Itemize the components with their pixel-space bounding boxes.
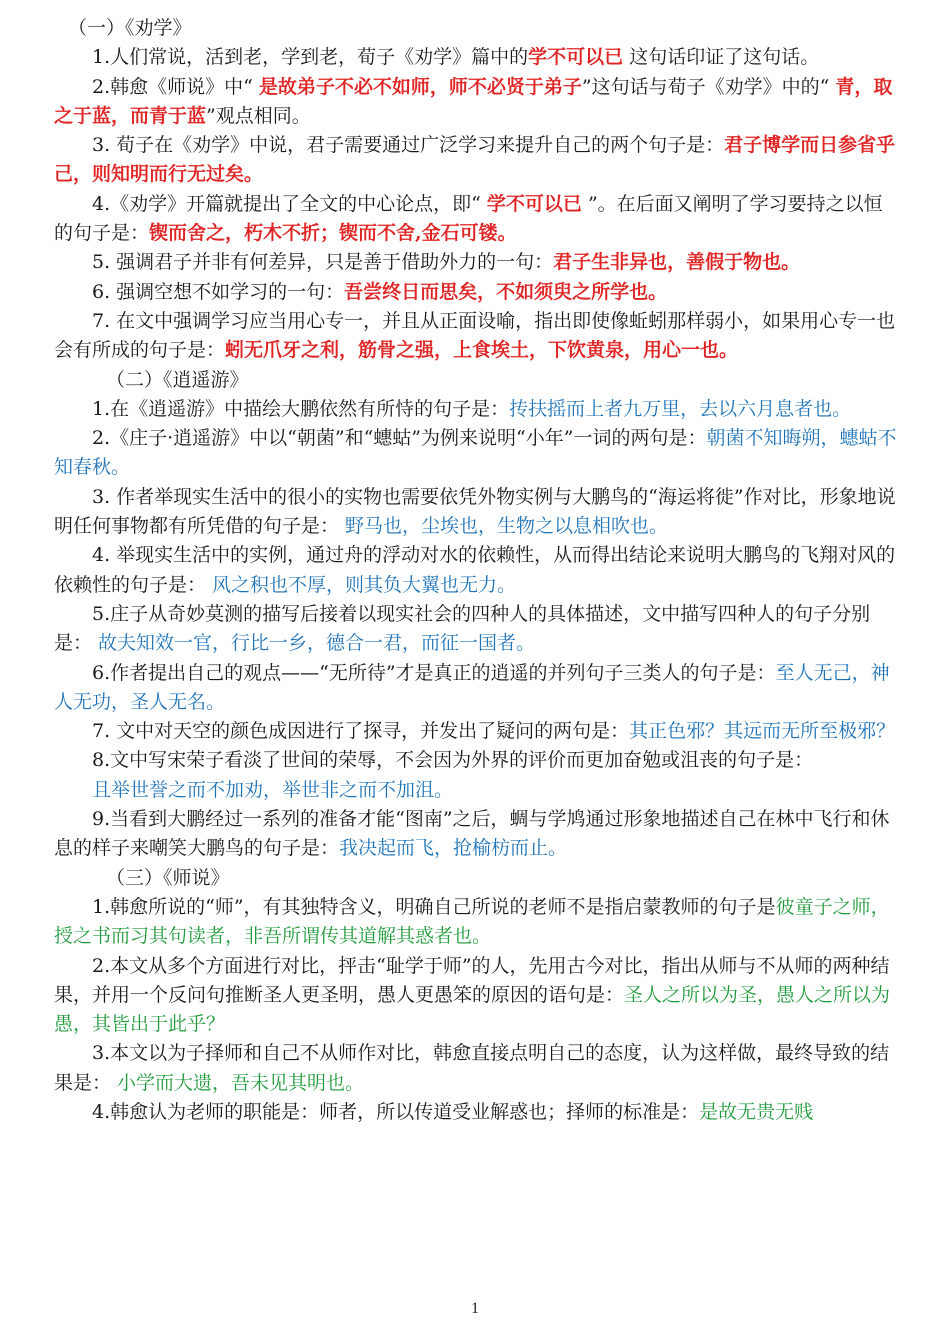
question-text: 5. 强调君子并非有何差异，只是善于借助外力的一句：: [92, 251, 554, 274]
question-item: [54, 805, 900, 864]
question-text: 8.文中写宋荣子看淡了世间的荣辱，不会因为外界的评价而更加奋勉或沮丧的句子是：: [92, 749, 814, 772]
question-text: 5.庄子从奇妙莫测的描写后接着以现实社会的四种人的具体描述，文中描写四种人的句子分别是：: [54, 602, 871, 655]
answer-text: 我决起而飞，抢榆枋而止。: [339, 837, 568, 860]
answer-text: 学不可以已: [528, 46, 624, 69]
question-text-tail: 这句话印证了这句话。: [623, 46, 820, 69]
question-item: [54, 190, 900, 249]
answer-text: 野马也，尘埃也，生物之以息相吹也。: [345, 515, 669, 538]
question-item: [54, 131, 900, 190]
section-title: （二）《逍遥游》: [106, 368, 249, 391]
question-item: [54, 248, 900, 277]
page-number: 1: [471, 1300, 479, 1317]
answer-text-2: 青，取之于蓝，而青于蓝: [54, 75, 893, 127]
answer-text-2: 锲而舍之，朽木不折；锲而不舍,金石可镂。: [149, 222, 517, 245]
question-text: 4.韩愈认为老师的职能是：师者，所以传道受业解惑也；择师的标准是：: [92, 1100, 700, 1123]
question-text: 6.作者提出自己的观点——“无所待”才是真正的逍遥的并列句子三类人的句子是：: [92, 661, 776, 684]
question-item: [54, 278, 900, 307]
question-text: 1.在《逍遥游》中描绘大鹏依然有所恃的句子是：: [92, 397, 510, 420]
question-text-tail: ”这句话与荀子《劝学》中的“: [581, 75, 836, 98]
answer-text: 君子生非异也，善假于物也。: [553, 251, 801, 274]
section-title: （一）《劝学》: [68, 17, 192, 39]
answer-text: 风之积也不厚，则其负大翼也无力。: [212, 573, 517, 596]
question-item: [54, 717, 900, 746]
answer-text: 是故弟子不必不如师，师不必贤于弟子: [258, 75, 582, 98]
question-item: [54, 73, 900, 132]
answer-text: 朝菌不知晦朔，蟪蛄不知春秋。: [54, 427, 897, 479]
question-item: [54, 1098, 900, 1127]
answer-text: 圣人之所以为圣，愚人之所以为愚，其皆出于此乎？: [54, 983, 891, 1036]
answer-text: 君子博学而日参省乎己，则知明而行无过矣。: [54, 134, 896, 186]
question-text-tail: ”。在后面又阐明了学习要持之以恒的句子是：: [54, 192, 883, 245]
question-text: 7. 在文中强调学习应当用心专一，并且从正面设喻，指出即使像蚯蚓那样弱小，如果用心专一也会有所成的句子是：: [54, 309, 896, 362]
question-text: 4. 举现实生活中的实例，通过舟的浮动对水的依赖性，从而得出结论来说明大鹏鸟的飞翔对风的依赖性的句子是：: [54, 544, 896, 596]
question-text: 3.本文以为子择师和自己不从师作对比，韩愈直接点明自己的态度，认为这样做，最终导致的结果是：: [54, 1042, 890, 1094]
question-text: 3. 荀子在《劝学》中说，君子需要通过广泛学习来提升自己的两个句子是：: [92, 134, 725, 157]
question-item: [54, 1039, 900, 1098]
answer-text: 其正色邪？其远而无所至极邪？: [629, 720, 896, 743]
question-text: 6. 强调空想不如学习的一句：: [92, 280, 345, 303]
answer-text: 小学而大遗，吾未见其明也。: [117, 1071, 365, 1094]
question-text: 4.《劝学》开篇就提出了全文的中心论点，即“: [92, 192, 487, 215]
question-item: [54, 893, 900, 952]
question-text: 2.韩愈《师说》中“: [92, 75, 259, 98]
answer-text: 彼童子之师，授之书而习其句读者，非吾所谓传其道解其惑者也。: [54, 895, 890, 948]
answer-text: 抟扶摇而上者九万里，去以六月息者也。: [509, 397, 852, 420]
question-item: [54, 541, 900, 600]
question-item: [54, 424, 900, 483]
answer-line: [54, 776, 900, 805]
answer-text: 学不可以已: [486, 192, 582, 215]
question-text: 9.当看到大鹏经过一系列的准备才能“图南”之后，蜩与学鸠通过形象地描述自己在林中飞行和休息的样子来嘲笑大鹏鸟的句子是：: [54, 808, 890, 860]
question-item: [54, 952, 900, 1040]
question-item: [54, 659, 900, 718]
answer-text: 至人无己，神人无功，圣人无名。: [54, 661, 890, 713]
question-text: 2.本文从多个方面进行对比，抨击“耻学于师”的人，先用古今对比，指出从师与不从师的两种结果，并用一个反问句推断圣人更圣明，愚人更愚笨的原因的语句是：: [54, 954, 890, 1006]
answer-text: 且举世誉之而不加劝，举世非之而不加沮。: [92, 778, 454, 801]
document-page: [54, 14, 900, 1127]
answer-text: 蚓无爪牙之利，筋骨之强，上食埃土，下饮黄泉，用心一也。: [225, 339, 739, 362]
question-text-tail-2: ”观点相同。: [206, 104, 311, 127]
question-text: 1.人们常说，活到老，学到老，荀子《劝学》篇中的: [92, 46, 529, 69]
question-item: [54, 43, 900, 72]
answer-text: 是故无贵无贱: [699, 1100, 814, 1123]
answer-text: 吾尝终日而思矣，不如须臾之所学也。: [344, 280, 668, 303]
question-item: [54, 746, 900, 775]
question-item: [54, 600, 900, 659]
question-text: 1.韩愈所说的“师”，有其独特含义，明确自己所说的老师不是指启蒙教师的句子是: [92, 895, 776, 918]
question-text: 7. 文中对天空的颜色成因进行了探寻，并发出了疑问的两句是：: [92, 720, 630, 743]
question-item: [54, 483, 900, 542]
question-text: 3. 作者举现实生活中的很小的实物也需要依凭外物实例与大鹏鸟的“海运将徙”作对比，形象地说明任何事物都有所凭借的句子是：: [54, 485, 896, 538]
section-title: （三）《师说》: [106, 866, 230, 889]
answer-text: 故夫知效一官，行比一乡，德合一君，而征一国者。: [98, 632, 536, 655]
question-item: [54, 307, 900, 366]
question-item: [54, 395, 900, 424]
question-text: 2.《庄子·逍遥游》中以“朝菌”和“蟪蛄”为例来说明“小年”一词的两句是：: [92, 427, 707, 450]
